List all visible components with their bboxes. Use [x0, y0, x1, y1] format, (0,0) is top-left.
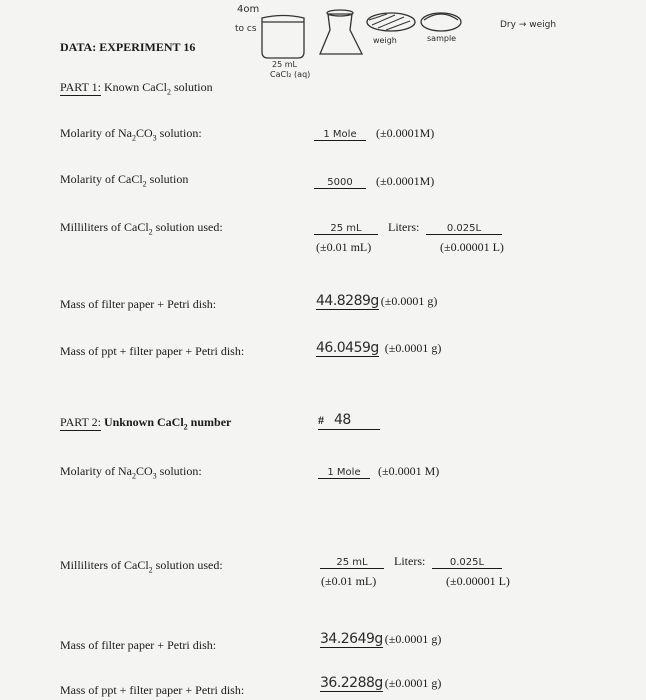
p1-liters-value-field	[426, 218, 502, 236]
p1-liters-label: Liters:	[388, 220, 420, 234]
p1-mass-filter-label: Mass of filter paper + Petri dish:	[60, 297, 217, 311]
p1-na2co3-label: Molarity of $Na_2CO_3$ solution:	[60, 126, 202, 143]
p2-mass-ppt-unc: (±0.0001 g)	[384, 676, 442, 690]
part2-heading: PART 2: Unknown CaCl$_2$ number	[60, 415, 232, 432]
p1-cacl2-unc: (±0.0001M)	[376, 174, 435, 188]
p2-mass-ppt-value: 36.2288g	[320, 675, 383, 691]
p1-cacl2-value: 5000	[314, 177, 366, 189]
p1-na2co3-unc: (±0.0001M)	[376, 126, 435, 140]
p1-mass-filter-unc: (±0.0001 g)	[380, 294, 438, 308]
p2-unknown-hash: #	[318, 413, 324, 427]
p2-ml-value: 25 mL	[320, 557, 384, 569]
sketch-note-amount-bottom: to cs	[235, 24, 257, 34]
funnel-drawing	[320, 14, 362, 54]
p2-unknown-number-field	[318, 411, 380, 430]
p2-mass-filter-label: Mass of filter paper + Petri dish:	[60, 638, 217, 652]
sketch-note-sample: sample	[427, 34, 457, 43]
p1-na2co3-value: 1 Mole	[314, 129, 366, 141]
sketch-note-amount-top: 4om	[237, 4, 260, 15]
sketch-note-dry-weigh: Dry → weigh	[500, 20, 557, 30]
part1-heading: PART 1: Known CaCl$_2$ solution	[60, 80, 213, 97]
p1-mass-ppt-label: Mass of ppt + filter paper + Petri dish:	[60, 344, 245, 358]
p2-ml-value-field	[320, 552, 384, 570]
p1-na2co3-value-field	[314, 124, 434, 142]
p1-mass-ppt-unc: (±0.0001 g)	[384, 341, 442, 355]
p1-cacl2-label: Molarity of CaCl$_2$ solution	[60, 172, 189, 189]
p2-mass-filter-field	[320, 630, 441, 648]
p2-na2co3-value: 1 Mole	[318, 467, 370, 479]
p1-cacl2-value-field	[314, 172, 434, 190]
part2-heading-num: PART 2:	[60, 415, 101, 429]
p1-mass-ppt-field	[316, 339, 441, 357]
p2-ml-label: Milliliters of CaCl$_2$ solution used:	[60, 558, 223, 575]
sketch-note-beaker-1: 25 mL	[272, 60, 297, 69]
p2-mass-filter-value: 34.2649g	[320, 631, 383, 647]
p1-mass-filter-field	[316, 292, 437, 310]
p2-na2co3-value-field	[318, 462, 439, 480]
p1-ml-unc: (±0.01 mL)	[316, 240, 372, 254]
p1-mass-filter-value: 44.8289g	[316, 293, 379, 309]
p2-ml-unc: (±0.01 mL)	[321, 574, 377, 588]
p2-na2co3-unc: (±0.0001 M)	[378, 464, 440, 478]
sketch-note-beaker-2: CaCl₂ (aq)	[270, 70, 311, 79]
p2-liters-unc: (±0.00001 L)	[446, 574, 510, 588]
p1-ml-label: Milliliters of CaCl$_2$ solution used:	[60, 220, 223, 237]
p1-mass-ppt-value: 46.0459g	[316, 340, 379, 356]
p2-mass-ppt-field	[320, 674, 441, 692]
sketch-note-weigh: weigh	[373, 36, 397, 45]
p2-liters-label: Liters:	[394, 554, 426, 568]
page-title: DATA: EXPERIMENT 16	[60, 40, 196, 54]
p1-ml-value-field	[314, 218, 378, 236]
p2-liters-value-field	[432, 552, 502, 570]
p1-liters-value: 0.025L	[426, 223, 502, 235]
part1-heading-num: PART 1:	[60, 80, 101, 94]
p1-liters-unc: (±0.00001 L)	[440, 240, 504, 254]
p2-mass-filter-unc: (±0.0001 g)	[384, 632, 442, 646]
p2-na2co3-label: Molarity of $Na_2CO_3$ solution:	[60, 464, 202, 481]
p2-unknown-value: 48	[334, 412, 351, 428]
p2-liters-value: 0.025L	[432, 557, 502, 569]
sample-dish-drawing	[421, 13, 461, 31]
p1-ml-value: 25 mL	[314, 223, 378, 235]
p2-mass-ppt-label: Mass of ppt + filter paper + Petri dish:	[60, 683, 245, 697]
